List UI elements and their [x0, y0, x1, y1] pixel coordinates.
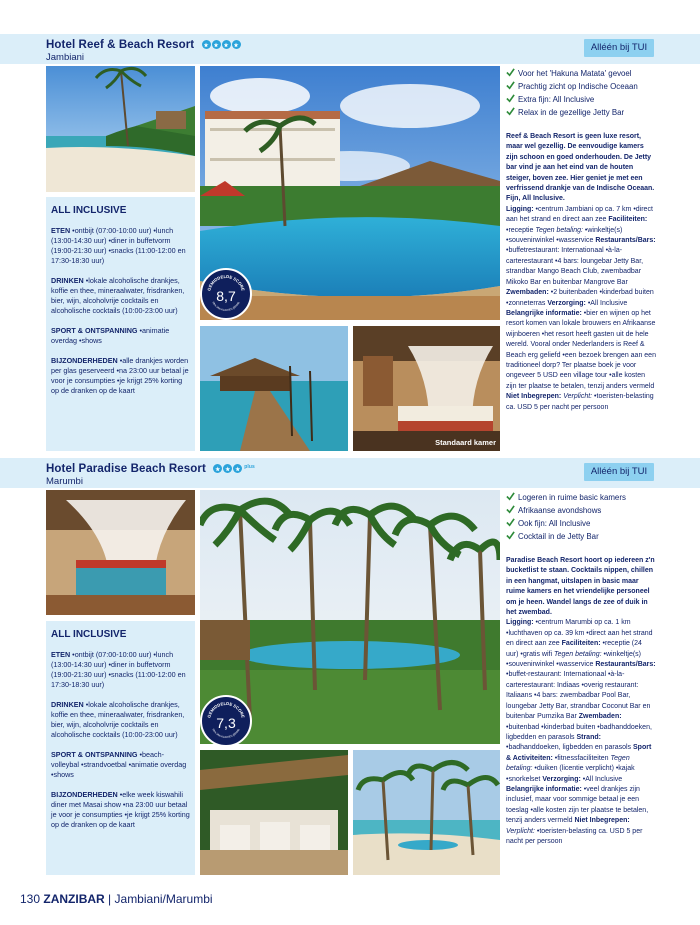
hotel1-inclusive-drinken: DRINKEN •lokale alcoholische drankjes, koffie en thee, mineraalwater, frisdranken, bier, wijn, alcoholvrije cocktails en alcoholische cocktails (10:00-23:00 uur)	[51, 276, 185, 315]
hotel2-score-label: GEMIDDELDE SCORE	[206, 700, 246, 719]
feature-item: Afrikaanse avondshows	[506, 504, 686, 517]
footer-country: ZANZIBAR	[43, 892, 105, 906]
hotel2-name: Hotel Paradise Beach Resort	[46, 463, 206, 475]
stars-plus-label: plus	[244, 464, 255, 471]
hotel1-title	[46, 39, 241, 51]
star-icon	[212, 40, 221, 49]
hotel2-inclusive-bijzonderheden: BIJZONDERHEDEN •elke week kiswahili diner met Masai show •na 23:00 uur betaal je voor je consumpties •je krijgt 25% korting op de dranken op de kaart	[51, 790, 190, 829]
feature-item: Logeren in ruime basic kamers	[506, 491, 686, 504]
hotel2-restaurant-photo	[200, 750, 348, 875]
svg-text:96% VAN KLANTEN (BRON)	[211, 728, 240, 739]
page-footer	[20, 892, 213, 906]
hotel2-stars	[213, 464, 255, 473]
hotel2-description: Paradise Beach Resort hoort op iedereen z'n bucketlist te staan. Cocktails nippen, chillen in een hangmat, uitslapen in basic maar ruime kamers en het vriendelijke personeel om je heen. Wandel langs de zee of duik in het zwembad. Ligging: •centrum Marumbi op ca. 1 km •luchthaven op ca. 39 km •direct aan het strand en direct aan zee Faciliteiten: •receptie (24 uur) •gratis wifi Tegen betaling: •winkeltje(s) •souvenirwinkel •wasservice Restaurants/Bars: •buffet-restaurant: Internationaal •à-la-carterestaurant: Indiaas •overig restaurant: Italiaans •4 bars: zwembadbar Pool Bar, loungebar Jetty Bar, strandbar Coconut Bar en buitenbar Pumzika Bar Zwembaden: •buitenbad •kinderbad buiten •badhanddoeken, ligbedden en parasols Strand: •badhanddoeken, ligbedden en parasols Sport & Activiteiten: •fitnessfaciliteiten Tegen betaling: •duiken (licentie verplicht) •kajak •snorkelset Verzorging: •All Inclusive Belangrijke informatie: •veel drankjes zijn inclusief, maar voor sommige betaal je een toeslag •alle kosten zijn ter plaatse te betalen, tenzij anders vermeld Niet Inbegrepen: Verplicht: •toeristen-belasting ca. USD 5 per nacht per persoon	[506, 557, 656, 845]
page-number: 130	[20, 892, 41, 906]
hotel1-inclusive-box	[46, 197, 195, 451]
hotel1-description: Reef & Beach Resort is geen luxe resort, maar wel gezellig. De eenvoudige kamers zijn schoon en goed onderhouden. De Jetty bar vind je aan het eind van de houten steiger, boven zee. Hier geniet je met een verfrissend drankje van de Indische Oceaan. Fijn, All Inclusive. Ligging: •centrum Jambiani op ca. 7 km •direct aan het strand en direct aan zee Faciliteiten: •receptie Tegen betaling: •winkeltje(s) •souvenirwinkel •wasservice Restaurants/Bars: •buffetrestaurant: Internationaal •à-la-carterestaurant •4 bars: loungebar Jetty Bar, strandbar Mango Beach Club, zwembadbar Mikoko Bar en buitenbar Mangrove Bar Zwembaden: •2 buitenbaden •kinderbad buiten •zonneterras Verzorging: •All Inclusive Belangrijke informatie: •bier en wijnen op het resort komen van lokale brouwers en Afrikaanse wijnboeren •het resort heeft gasten uit de hele wereld. Vooral onder Nederlanders is Reef & Beach erg geliefd •een bezoek brengen aan een traditioneel dorp? Ter plaatse boek je voor ongeveer 5 USD een village tour •alle kosten zijn ter plaatse te betalen, tenzij anders vermeld Niet Inbegrepen: Verplicht: •toeristen-belasting ca. USD 5 per nacht per persoon	[506, 133, 656, 411]
star-icon	[222, 40, 231, 49]
star-icon	[202, 40, 211, 49]
hotel1-score-badge	[200, 268, 252, 320]
hotel2-title	[46, 463, 255, 475]
footer-separator: |	[108, 892, 112, 906]
svg-text:GEMIDDELDE SCORE	[206, 274, 245, 292]
hotel1-name: Hotel Reef & Beach Resort	[46, 39, 195, 51]
hotel2-inclusive-title: ALL INCLUSIVE	[51, 629, 127, 640]
hotel1-room-photo	[353, 326, 500, 451]
hotel1-inclusive-eten: ETEN •ontbijt (07:00-10:00 uur) •lunch (13:00-14:30 uur) •diner in buffetvorm (19:00-21:30 uur) •snacks (11:00-12:00 en 17:30-18:30 uur)	[51, 226, 186, 265]
hotel1-stars	[202, 40, 241, 49]
hotel1-lead: Reef & Beach Resort is geen luxe resort, maar wel gezellig. De eenvoudige kamers zijn schoon en goed onderhouden. De Jetty bar vind je aan het eind van de houten steiger, boven zee. Hier geniet je met een verfrissend drankje van de Indische Oceaan. Fijn, All Inclusive.	[506, 133, 655, 203]
hotel1-score-label: GEMIDDELDE SCORE	[206, 273, 246, 292]
check-icon	[506, 107, 515, 116]
star-icon	[213, 464, 222, 473]
hotel2-inclusive-drinken: DRINKEN •lokale alcoholische drankjes, koffie en thee, mineraalwater, frisdranken, bier, wijn, alcoholvrije cocktails en alcoholische cocktails (10:00-23:00 uur)	[51, 700, 185, 739]
feature-item: Prachtig zicht op Indische Oceaan	[506, 80, 686, 93]
hotel1-score-sub: 98% VAN KLANTEN (BRON)	[211, 301, 241, 313]
check-icon	[506, 505, 515, 514]
hotel2-inclusive-sport: SPORT & ONTSPANNING •beach-volleybal •strandvoetbal •animatie overdag •shows	[51, 750, 187, 779]
hotel1-location: Jambiani	[46, 52, 85, 63]
hotel1-inclusive-bijzonderheden: BIJZONDERHEDEN •alle drankjes worden per glas geserveerd •na 23:00 uur betaal je voor je consumpties •je krijgt 25% korting op de dranken op de kaart	[51, 356, 189, 395]
feature-item: Extra fijn: All Inclusive	[506, 93, 686, 106]
feature-item: Voor het 'Hakuna Matata' gevoel	[506, 67, 686, 80]
check-icon	[506, 81, 515, 90]
hotel2-beach-photo	[353, 750, 500, 875]
hotel1-inclusive-title: ALL INCLUSIVE	[51, 205, 127, 216]
hotel2-score-badge	[200, 695, 252, 747]
feature-item: Relax in de gezellige Jetty Bar	[506, 106, 686, 119]
star-icon	[232, 40, 241, 49]
hotel2-location: Marumbi	[46, 476, 83, 487]
check-icon	[506, 518, 515, 527]
hotel1-score-value: 8,7	[216, 288, 236, 304]
feature-item: Cocktail in de Jetty Bar	[506, 530, 686, 543]
feature-item: Ook fijn: All Inclusive	[506, 517, 686, 530]
star-icon	[223, 464, 232, 473]
svg-text:GEMIDDELDE SCORE	[206, 701, 245, 719]
hotel1-photo-caption: Standaard kamer	[435, 438, 496, 447]
hotel1-inclusive-sport: SPORT & ONTSPANNING •animatie overdag •shows	[51, 326, 170, 345]
hotel2-inclusive-eten: ETEN •ontbijt (07:00-10:00 uur) •lunch (13:00-14:30 uur) •diner in buffetvorm (19:00-21:30 uur) •snacks (11:00-12:00 en 17:30-18:30 uur)	[51, 650, 186, 689]
check-icon	[506, 492, 515, 501]
hotel1-jetty-photo	[200, 326, 348, 451]
hotel2-dining-photo	[46, 490, 195, 615]
hotel2-inclusive-box	[46, 621, 195, 875]
check-icon	[506, 531, 515, 540]
check-icon	[506, 68, 515, 77]
footer-region: Jambiani/Marumbi	[114, 892, 213, 906]
hotel2-score-sub: 96% VAN KLANTEN (BRON)	[211, 728, 241, 740]
hotel2-feature-list	[506, 491, 686, 543]
hotel2-lead: Paradise Beach Resort hoort op iedereen z'n bucketlist te staan. Cocktails nippen, chillen in een hangmat, uitslapen in basic maar ruime kamers en het vriendelijke personeel om je heen. Wandel langs de zee of duik in het zwembad.	[506, 557, 655, 617]
star-icon	[233, 464, 242, 473]
hotel2-score-value: 7,3	[216, 715, 236, 731]
hotel1-beach-photo	[46, 66, 195, 192]
check-icon	[506, 94, 515, 103]
hotel1-feature-list	[506, 67, 686, 119]
svg-text:98% VAN KLANTEN (BRON)	[211, 301, 240, 312]
hotel2-tui-badge: Alléén bij TUI	[584, 463, 654, 481]
hotel1-tui-badge: Alléén bij TUI	[584, 39, 654, 57]
